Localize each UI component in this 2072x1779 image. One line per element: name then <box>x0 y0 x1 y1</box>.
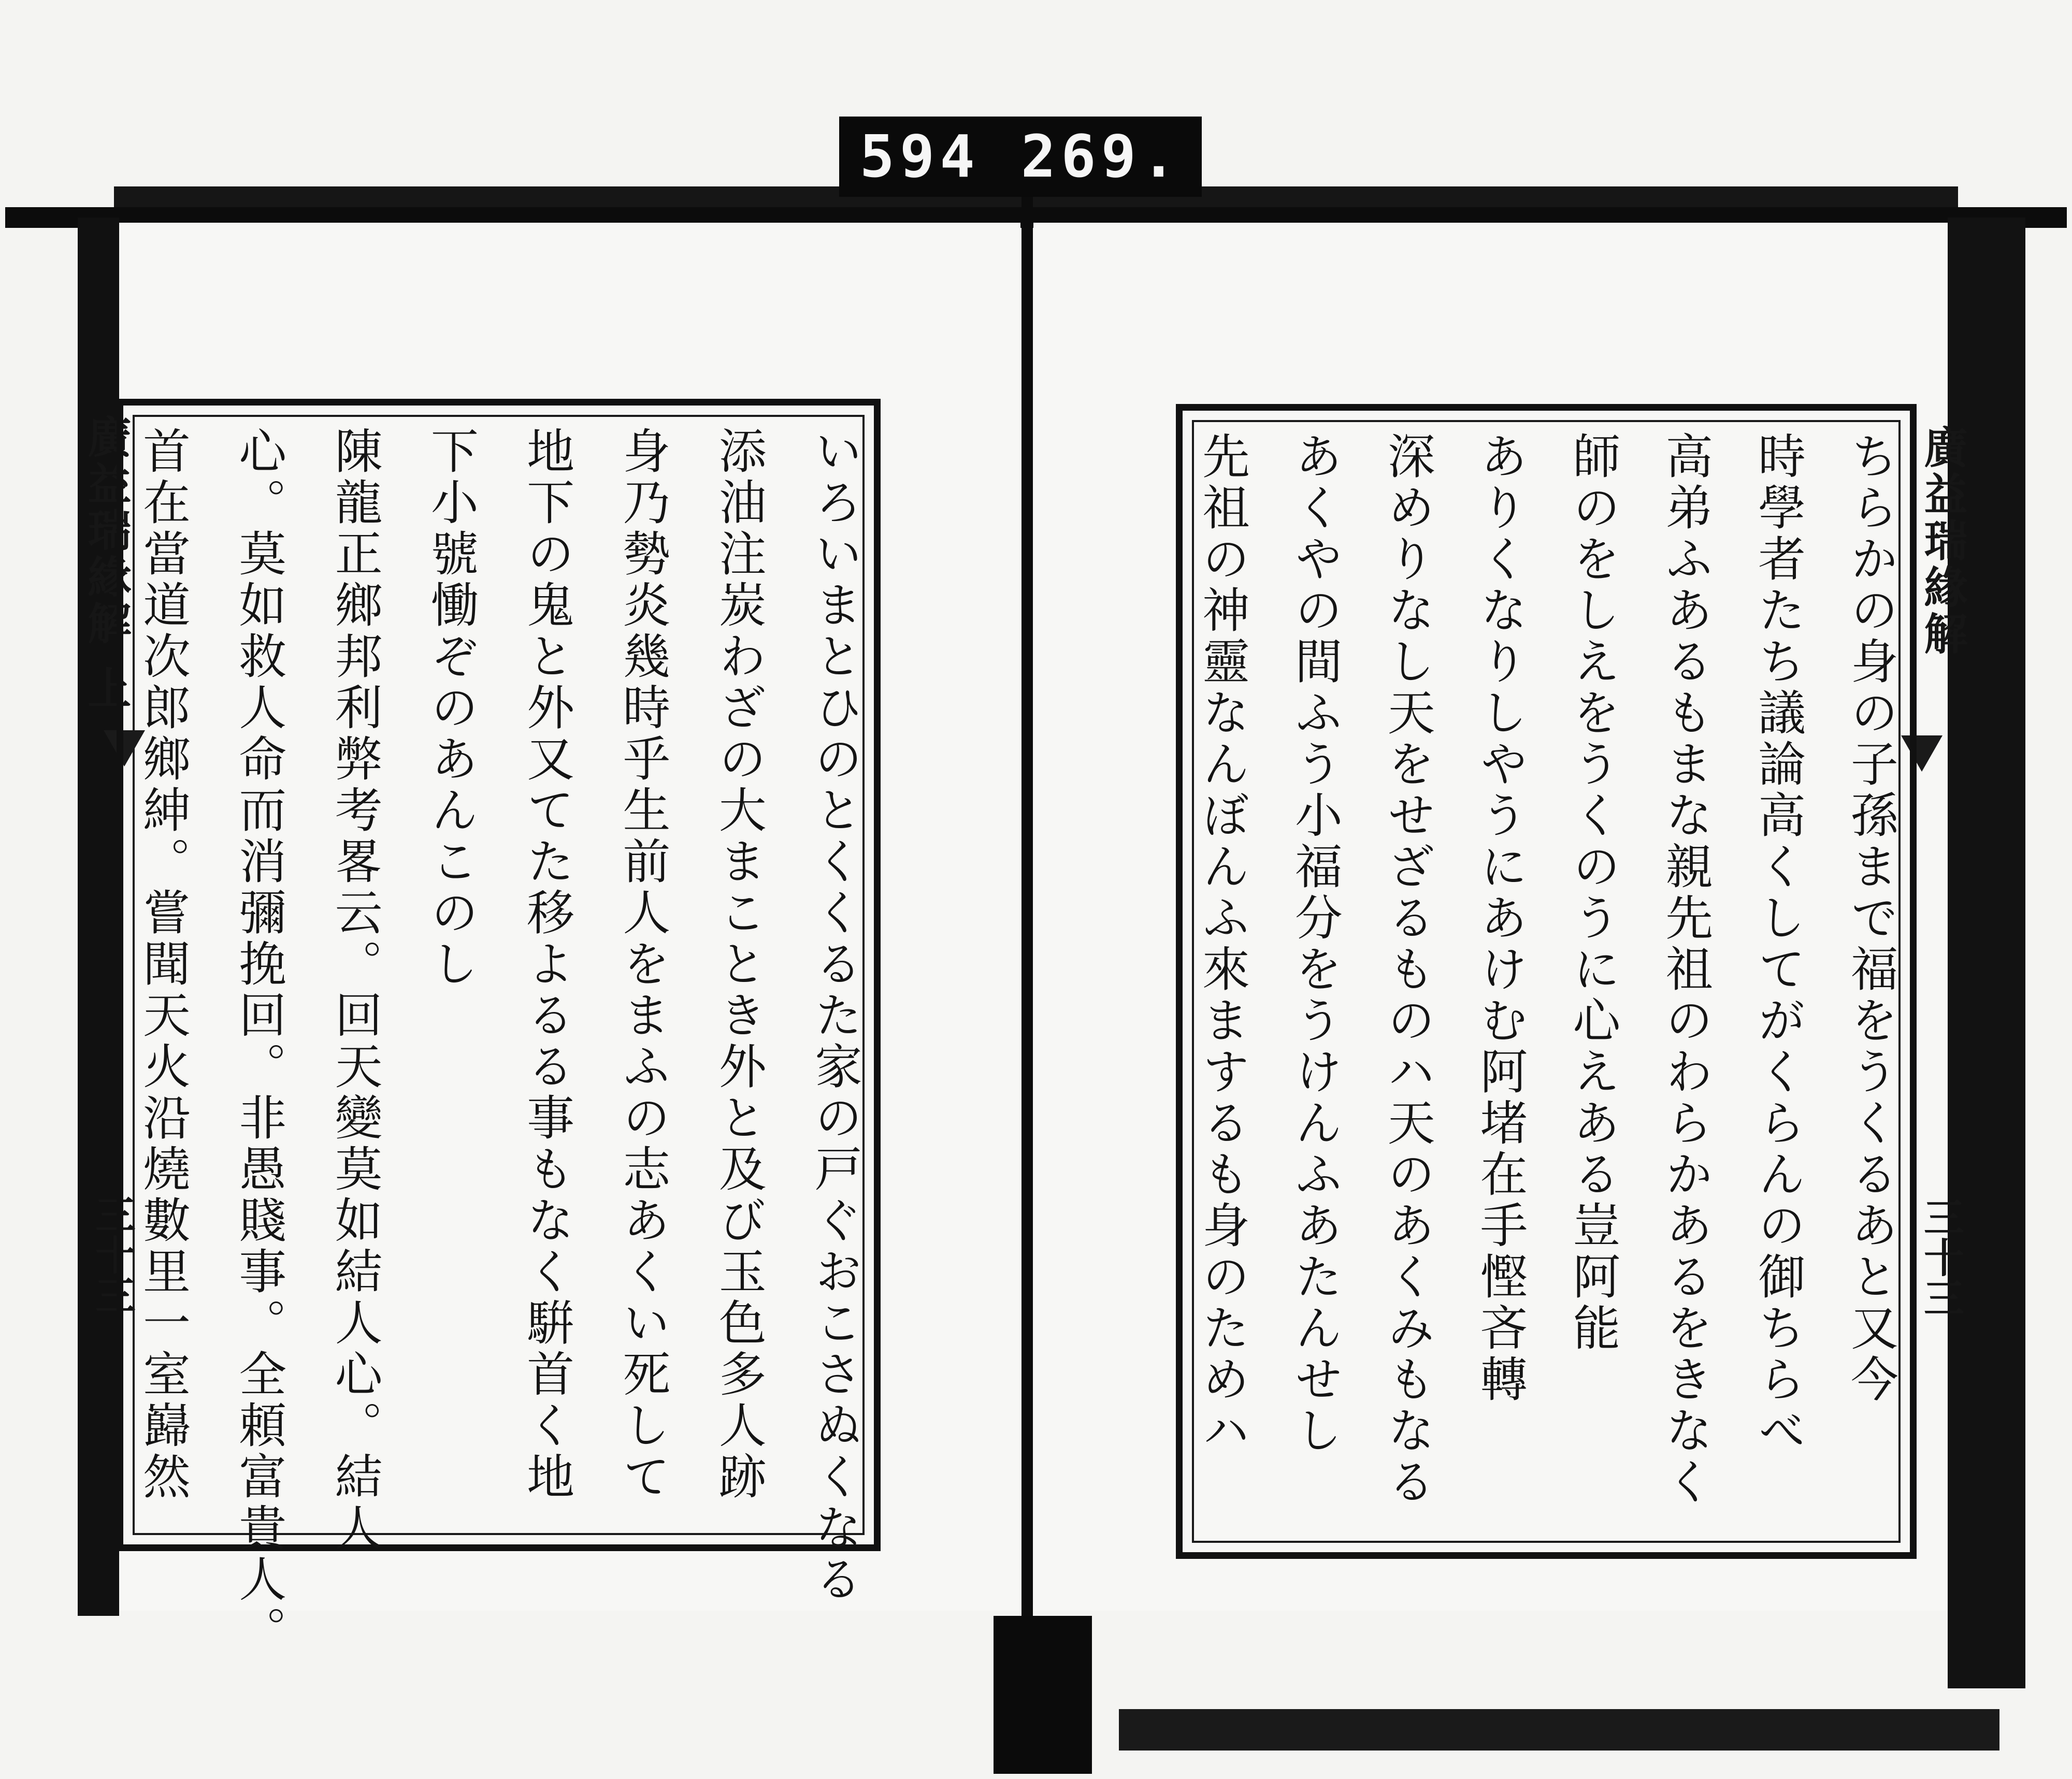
text-column: 時學者たち議論高くしてがくらんの御ちらべ <box>1750 431 1806 1457</box>
scan-label-left: 594 <box>859 123 980 191</box>
text-column: 高弟ふあるもまな親先祖のわらかあるをきなく <box>1658 431 1714 1508</box>
left-running-title: 廣益瑞緣解 上 <box>81 414 132 713</box>
text-column: 心。莫如救人命而消彌挽回。非愚賤事。全頼富貴人。 <box>231 426 287 1657</box>
text-column: 地下の鬼と外又てた移よるる事もなく騈首く地 <box>519 426 575 1503</box>
right-running-title: 廣益瑞緣解 <box>1917 425 1968 658</box>
text-column: 深めりなし天をせざるものハ天のあくみもなる <box>1379 431 1435 1508</box>
spine-clamp <box>994 1616 1092 1774</box>
left-text-frame <box>117 399 881 1657</box>
text-column: 師のをしえをうくのうに心えある豈阿能 <box>1565 431 1621 1354</box>
text-column: 身乃勢炎幾時乎生前人をまふの志あくい死して <box>615 426 671 1503</box>
text-column: いろいまとひのとくくるた家の戸ぐおこさぬくなる <box>807 426 862 1606</box>
text-column: ありくなりしやうにあけむ阿堵在手慳吝轉 <box>1472 431 1528 1406</box>
text-column: ちらかの身の子孫まで福をうくるあと又今 <box>1843 431 1898 1406</box>
book-spine <box>1021 197 1033 1637</box>
text-column: 首在當道次郎鄉紳。嘗聞天火沿燒數里一室巋然 <box>135 426 191 1503</box>
scan-label-tag <box>839 117 1202 197</box>
text-column: 陳龍正鄉邦利弊考畧云。回天變莫如結人心。結人 <box>327 426 383 1554</box>
text-column: 添油注炭わざの大まことき外と及び玉色多人跡 <box>711 426 767 1503</box>
right-folio: 三十三 <box>1917 1196 1964 1318</box>
page-shadow <box>1119 1709 1999 1751</box>
left-text-block <box>135 426 862 1657</box>
left-folio: 三十三 <box>89 1194 136 1315</box>
right-text-block <box>1195 431 1898 1537</box>
text-column: 先祖の神靈なんぼんふ來まするも身のためハ <box>1195 431 1250 1457</box>
text-column: 下小號慟ぞのあんこのし <box>423 426 479 990</box>
right-text-frame <box>1176 404 1917 1559</box>
scan-label-right: 269. <box>1020 123 1182 191</box>
text-column: あくやの間ふう小福分をうけんふあたんせし <box>1287 431 1343 1457</box>
